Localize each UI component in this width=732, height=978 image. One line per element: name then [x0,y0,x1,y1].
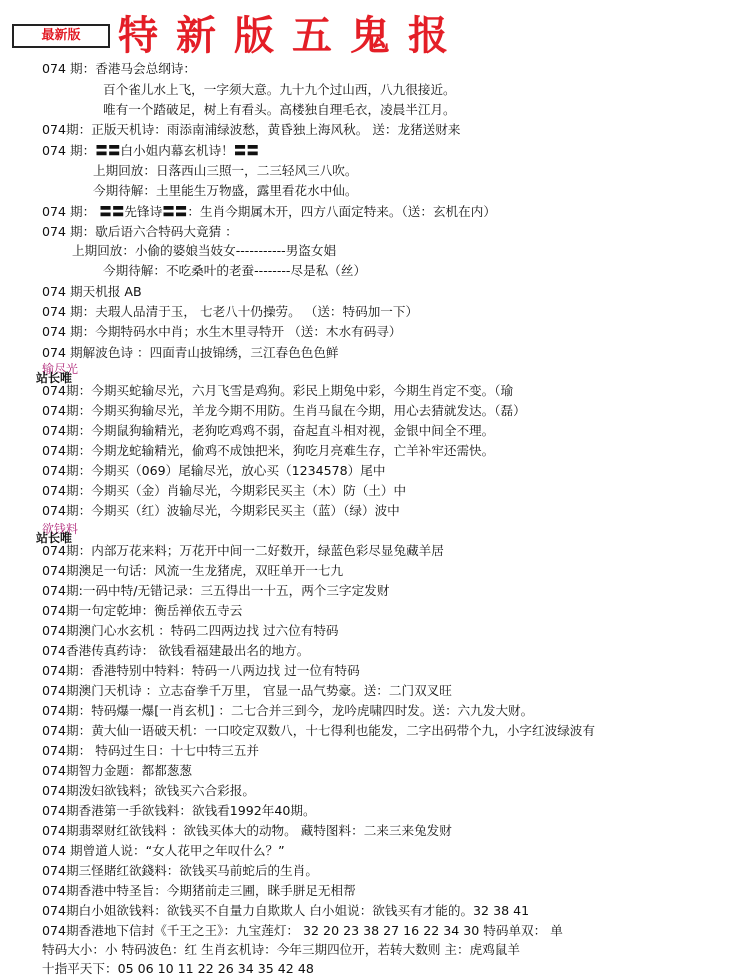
text-line: 074期：今期买蛇输尽光，六月飞雪是鸡狗。彩民上期兔中彩，今期生肖定不变。（瑜 [42,383,514,398]
section-label: 站长唯 [36,371,73,385]
section-overlay-text: 输尽光 [42,362,79,376]
text-line: 074期一句定乾坤：衡岳禅依五寺云 [42,603,243,618]
text-line: 074期：今期买（红）波输尽光，今期彩民买主（蓝）（绿）波中 [42,503,400,518]
text-line: 074期：内部万花来料；万花开中间一二好数开，绿蓝色彩尽显兔藏羊居 [42,543,444,558]
text-line: 074期：特码爆一爆[一肖玄机] ：二七合并三到今，龙吟虎啸四时发。送：六九发大财。 [42,703,534,718]
section-label: 站长唯 [36,531,73,545]
text-line: 074期香港第一手欲钱料：欲钱看1992年40期。 [42,803,316,818]
page-title: 特新版五鬼报 [118,12,466,59]
text-line: 上期回放：小偷的婆娘当妓女-----------男盗女娼 [72,243,337,258]
text-line: 074 期曾道人说：“女人花甲之年叹什么？” [42,843,285,858]
section-overlay-text: 欲钱料 [42,522,79,536]
text-line: 上期回放：日落西山三照一，二三轻风三八吹。 [93,163,358,178]
text-line: 074期三怪賭红欲錢料：欲钱买马前蛇后的生肖。 [42,863,318,878]
text-line: 074 期天机报 AB [42,284,142,299]
text-line: 074 期：歇后语六合特码大竟猜 ： [42,224,238,239]
text-line: 074期：香港特别中特料：特码一八两边找 过一位有特码 [42,663,360,678]
text-line: 074期:一码中特/无错记录：三五得出一十五，两个三字定发财 [42,583,390,598]
edition-badge: 最新版 [12,24,110,48]
text-line: 074期：今期买（金）肖输尽光，今期彩民买主（木）防（土）中 [42,483,407,498]
text-line: 唯有一个踏破足，树上有看头。高楼独自理毛衣，凌晨半江月。 [103,102,456,117]
text-line: 074期：今期买（069）尾输尽光，放心买（1234578）尾中 [42,463,386,478]
header [0,0,732,58]
text-line: 074期泼妇欲钱料；欲钱买六合彩报。 [42,783,255,798]
text-line: 074期澳门天机诗 ：立志奋拳千万里， 官显一品气势豪。送：二门双叉旺 [42,683,452,698]
text-line: 074 期：〓〓白小姐内幕玄机诗！〓〓 [42,143,259,158]
text-line: 074 期：香港马会总纲诗： [42,61,196,76]
text-line: 今期待解：不吃桑叶的老蚕--------尽是私（丝） [103,263,367,278]
text-line: 十指平天下：05 06 10 11 22 26 34 35 42 48 [42,961,314,976]
text-line: 074 期： 〓〓先锋诗〓〓：生肖今期属木开，四方八面定特来。（送：玄机在内） [42,204,496,219]
text-line: 百个雀儿水上飞，一字须大意。九十九个过山西，八九很接近。 [103,82,456,97]
text-line: 特码大小：小 特码波色：红 生肖玄机诗：今年三期四位开，若转大数则 主：虎鸡鼠羊 [42,942,520,957]
text-line: 074期：今期龙蛇输精光，偷鸡不成蚀把米，狗吃月亮难生存，亡羊补牢还需快。 [42,443,495,458]
text-line: 074香港传真药诗： 欲钱看福建最出名的地方。 [42,643,310,658]
text-line: 074 期解波色诗 ：四面青山披锦绣，三江春色色色鲜 [42,345,339,360]
text-line: 074期智力金题：都都葱葱 [42,763,192,778]
text-line: 074期香港中特圣旨：今期猪前走三圃，眯手胼足无相帮 [42,883,356,898]
text-line: 074期白小姐欲钱料：欲钱买不自量力自欺欺人 白小姐说：欲钱买有才能的。32 38 41 [42,903,530,918]
text-line: 074期澳足一句话：风流一生龙猪虎，双旺单开一七九 [42,563,344,578]
text-line: 今期待解：土里能生万物盛，露里看花水中仙。 [93,183,358,198]
text-line: 074期：今期鼠狗输精光，老狗吃鸡鸡不弱，奋起直斗相对视，金银中间全不理。 [42,423,495,438]
text-line: 074期翡翠财红欲钱料 ：欲钱买体大的动物。 藏特图料：二来三来兔发财 [42,823,452,838]
text-line: 074期： 特码过生日：十七中特三五并 [42,743,259,758]
text-line: 074期澳门心水玄机 ：特码二四两边找 过六位有特码 [42,623,339,638]
text-line: 074期香港地下信封《千王之王》：九宝莲灯： 32 20 23 38 27 16 22 34 30 特码单双： 单 [42,923,563,938]
text-line: 074期：正版天机诗：雨添南浦绿波愁，黄昏独上海风秋。 送：龙猪送财来 [42,122,461,137]
text-line: 074 期：夫瑕人品清于玉， 七老八十仍操劳。 （送：特码加一下） [42,304,419,319]
text-line: 074期：黄大仙一语破天机：一口咬定双数八，十七得利也能发，二字出码带个九，小字红波绿波有 [42,723,595,738]
text-line: 074期：今期买狗输尽光，羊龙今期不用防。生肖马鼠在今期，用心去猜就发达。（磊） [42,403,526,418]
text-line: 074 期：今期特码水中肖；水生木里寻特开 （送：木水有码寻） [42,324,402,339]
